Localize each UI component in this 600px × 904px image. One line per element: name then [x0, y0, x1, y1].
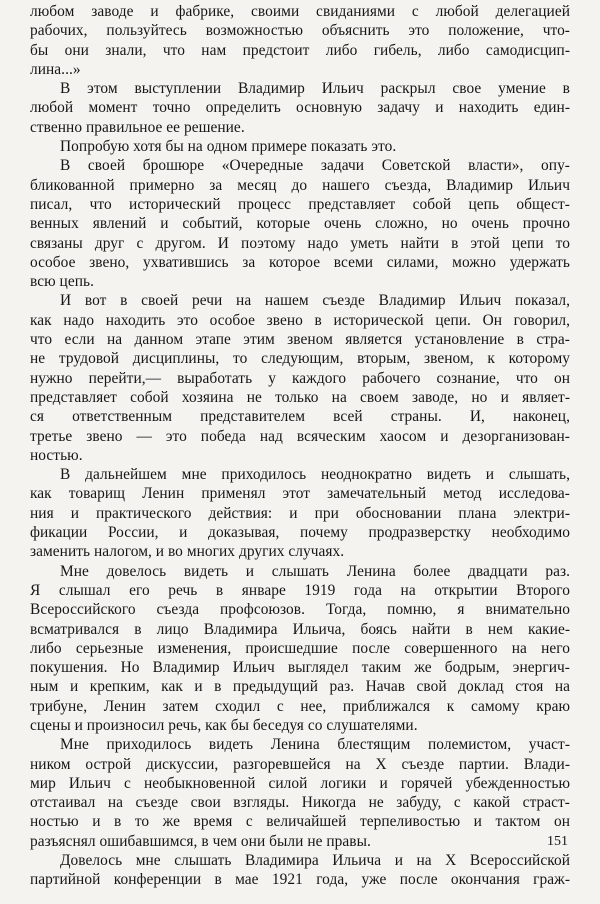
text-line: Мне приходилось видеть Ленина блестящим полемистом, участ- [60, 736, 570, 754]
text-line: лина...» [30, 60, 81, 78]
text-line: что если на данном этапе этим звеном является установление в стра- [30, 331, 570, 349]
text-line: ностью. [30, 446, 83, 464]
text-line: сцены и произносил речь, как бы беседуя со слушателями. [30, 716, 418, 734]
text-line: Мне довелось видеть и слышать Ленина более двадцати раз. [60, 562, 570, 580]
text-line: представляет собой хозяина не только на своем заводе, но и являет- [30, 388, 570, 406]
text-line: ностью и в то же время с величайшей терпеливостью и тактом он [30, 813, 570, 831]
text-line: ным и крепким, как и в предыдущий раз. Начав свой доклад стоя на [30, 678, 570, 696]
text-line: как товарищ Ленин применял этот замечательный метод исследова- [30, 485, 570, 503]
text-line: фикации России, и доказывая, почему продразверстку необходимо [30, 524, 570, 542]
text-line: партийной конференции в мае 1921 года, уже после окончания граж- [30, 871, 570, 889]
text-line: рабочих, пользуйтесь возможностью объяснить это положение, что- [30, 22, 570, 40]
text-line: особое звено, ухватившись за которое всеми силами, можно удержать [30, 253, 570, 271]
text-line: В своей брошюре «Очередные задачи Советской власти», опу- [60, 157, 570, 175]
text-line: Попробую хотя бы на одном примере показать это. [60, 138, 397, 156]
text-line: либо серьезные изменения, происшедшие после совершенного на него [30, 639, 570, 657]
page-body-text [30, 2, 570, 890]
text-line: заменить налогом, и во многих других случаях. [30, 543, 345, 561]
text-line: всматривался в лицо Владимира Ильича, боясь найти в нем какие- [30, 620, 570, 638]
text-line: ния и практического действия: и при обосновании плана электри- [30, 504, 570, 522]
text-line: Довелось мне слышать Владимира Ильича и на X Всероссийской [60, 852, 570, 870]
text-line: В этом выступлении Владимир Ильич раскрыл свое умение в [60, 80, 570, 98]
text-line: разъяснял ошибавшимся, в чем они были не правы. [30, 832, 371, 850]
text-line: И вот в своей речи на нашем съезде Владимир Ильич показал, [60, 292, 570, 310]
page-number: 151 [547, 834, 568, 849]
text-line: трибуне, Ленин затем сходил с нее, приближался к самому краю [30, 697, 570, 715]
text-line: как надо находить это особое звено в исторической цепи. Он говорил, [30, 311, 570, 329]
text-line: не трудовой дисциплины, то следующим, вторым, звеном, к которому [30, 350, 570, 368]
text-line: всю цепь. [30, 273, 94, 291]
text-line: ником острой дискуссии, разгоревшейся на X съезде партии. Влади- [30, 755, 570, 773]
text-line: третье звено — это победа над всяческим хаосом и дезорганизован- [30, 427, 570, 445]
text-line: венных явлений и событий, которые очень сложно, но очень прочно [30, 215, 570, 233]
text-line: ственно правильное ее решение. [30, 118, 245, 136]
text-line: ся ответственным представителем всей страны. И, наконец, [30, 408, 570, 426]
text-line: любом заводе и фабрике, своими свиданиями с любой делегацией [30, 3, 570, 20]
text-line: любой момент точно определить основную задачу и находить един- [30, 99, 570, 117]
text-line: писал, что исторический процесс представляет собой цепь общест- [30, 195, 570, 213]
text-line: Всероссийского съезда профсоюзов. Тогда, помню, я внимательно [30, 601, 570, 619]
text-line: бы они знали, что нам предстоит либо гибель, либо самодисцип- [30, 41, 570, 59]
text-line: бликованной примерно за месяц до нашего съезда, Владимир Ильич [30, 176, 570, 194]
text-line: нужно перейти,— выработать у каждого рабочего сознание, что он [30, 369, 570, 387]
text-line: Я слышал его речь в январе 1919 года на открытии Второго [30, 581, 570, 599]
text-line: отстаивал на съезде свои взгляды. Никогда не забуду, с какой страст- [30, 794, 570, 812]
text-line: В дальнейшем мне приходилось неоднократно видеть и слышать, [60, 466, 570, 484]
text-line: мир Ильич с необыкновенной силой логики и горячей убежденностью [30, 774, 570, 792]
text-line: покушения. Но Владимир Ильич выглядел таким же бодрым, энергич- [30, 659, 570, 677]
text-line: связаны друг с другом. И поэтому надо уметь найти в этой цепи то [30, 234, 570, 252]
